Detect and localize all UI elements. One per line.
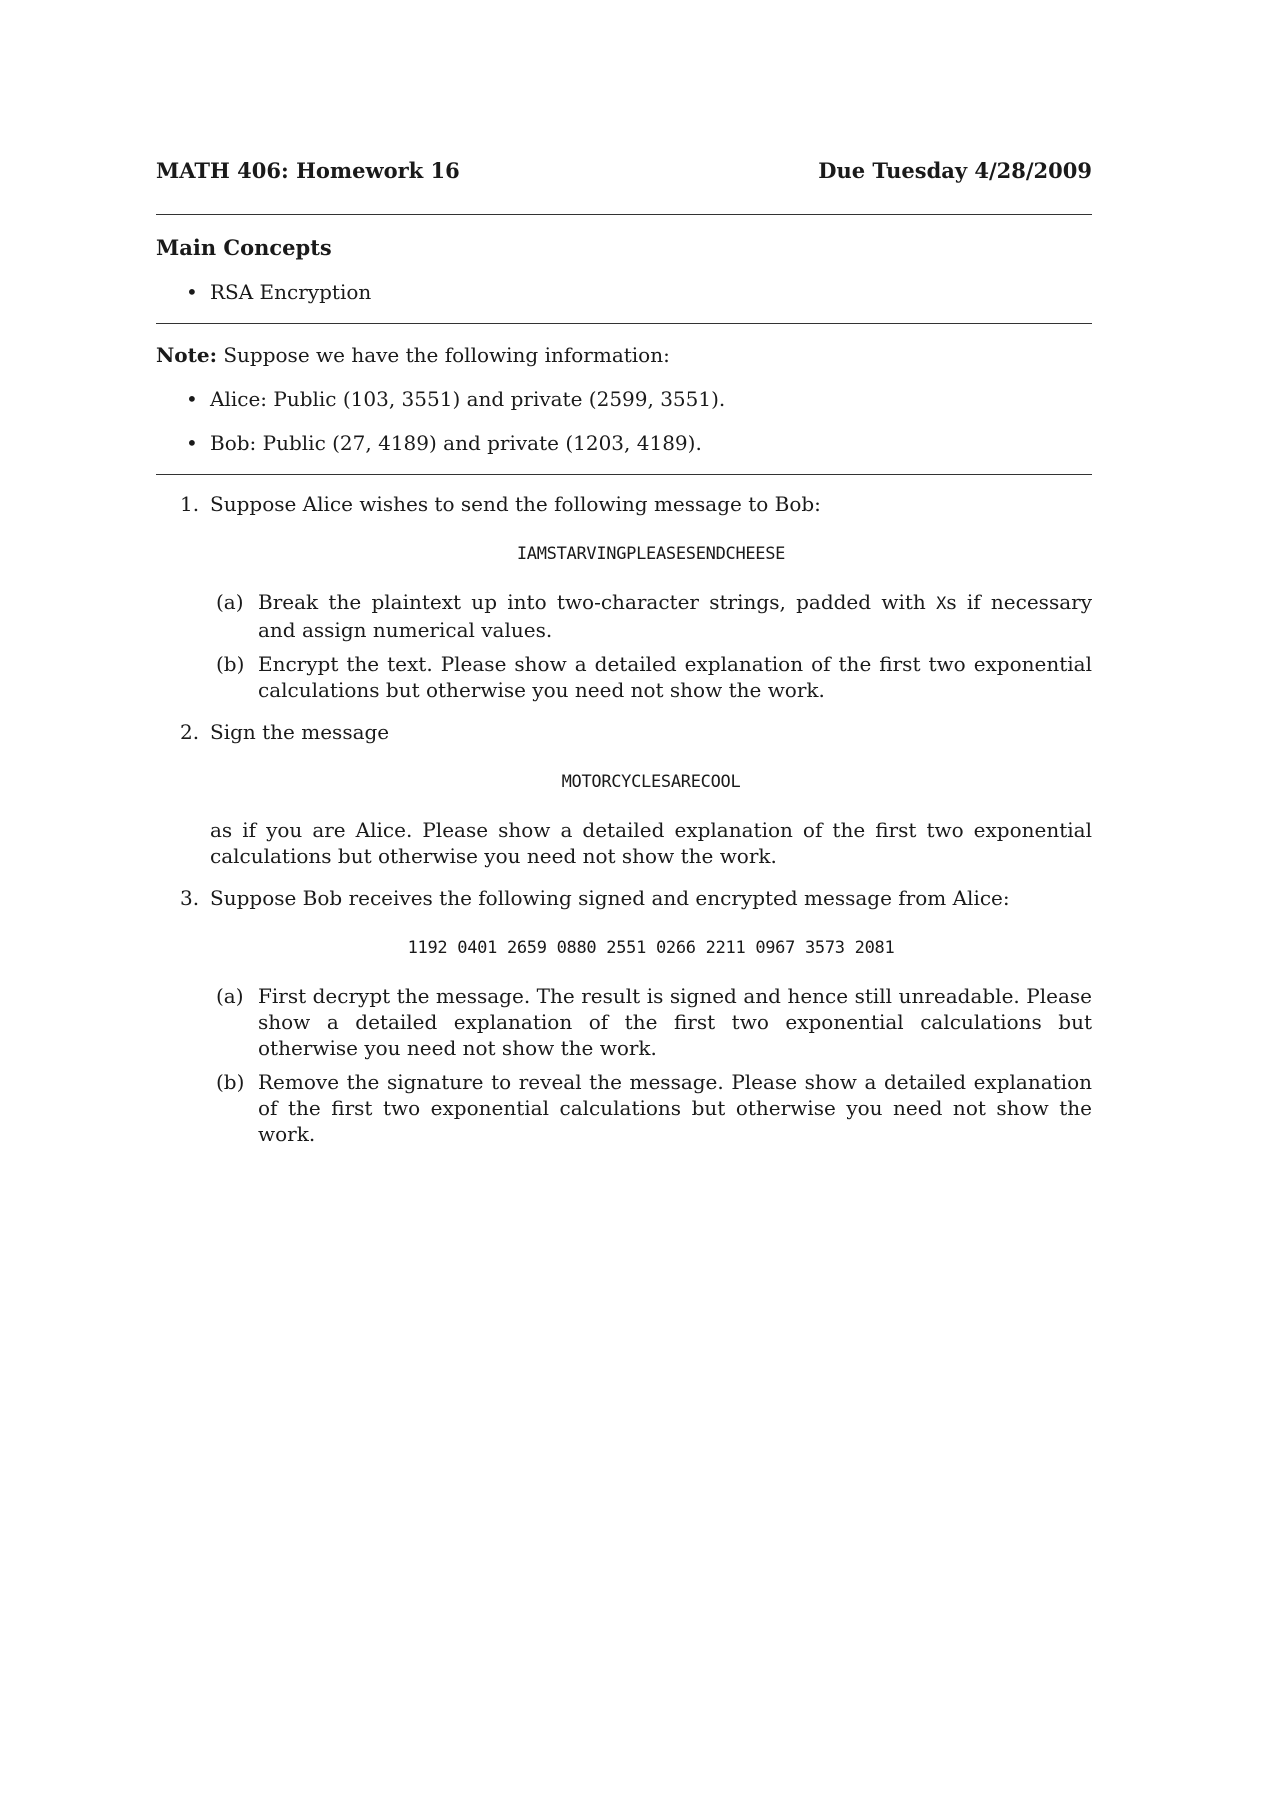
problem-1	[156, 491, 1092, 703]
subpart-label: (b)	[216, 1070, 245, 1094]
plaintext-message: IAMSTARVINGPLEASESENDCHEESE	[516, 544, 786, 564]
problem-number: 2.	[180, 720, 200, 744]
bullet-icon: •	[186, 431, 198, 455]
divider	[156, 474, 1092, 475]
subpart-list	[210, 589, 1092, 703]
key-list	[156, 386, 1092, 456]
ciphertext-message: 1192 0401 2659 0880 2551 0266 2211 0967 3573 2081	[407, 938, 895, 958]
sign-message: MOTORCYCLESARECOOL	[561, 772, 741, 792]
subpart-a: (a) First decrypt the message. The result is signed and hence still unreadable. Please show a detailed explanation of the first two exponential calculations but otherwise you need not show the work.	[216, 984, 1092, 1060]
problem-followup: as if you are Alice. Please show a detailed explanation of the first two exponential calculations but otherwise you need not show the work.	[210, 818, 1092, 868]
subpart-label: (a)	[216, 590, 244, 614]
concepts-heading: Main Concepts	[156, 235, 332, 260]
problem-list	[156, 491, 1092, 1147]
subpart-label: (a)	[216, 984, 244, 1008]
divider	[156, 214, 1092, 215]
list-item: • Bob: Public (27, 4189) and private (1203, 4189).	[186, 431, 702, 455]
page-header	[156, 158, 1092, 188]
subpart-list	[210, 983, 1092, 1147]
concepts-list	[156, 279, 1092, 305]
problem-number: 3.	[180, 886, 200, 910]
problem-number: 1.	[180, 492, 200, 516]
list-item: • Alice: Public (103, 3551) and private (2599, 3551).	[186, 387, 726, 411]
course-title: MATH 406: Homework 16	[156, 158, 460, 183]
subpart-label: (b)	[216, 652, 245, 676]
divider	[156, 323, 1092, 324]
bullet-icon: •	[186, 387, 198, 411]
note-paragraph	[156, 342, 1092, 368]
list-item: • RSA Encryption	[186, 280, 372, 304]
problem-text: Sign the message	[210, 720, 390, 744]
note-text: Suppose we have the following information:	[223, 343, 670, 367]
bullet-icon: •	[186, 280, 198, 304]
subpart-a: (a) Break the plaintext up into two-character strings, padded with Xs if necessary and assign numerical values.	[216, 590, 1092, 642]
problem-2	[156, 719, 1092, 869]
due-date: Due Tuesday 4/28/2009	[818, 158, 1092, 183]
problem-text: Suppose Bob receives the following signed and encrypted message from Alice:	[210, 886, 1010, 910]
note-label: Note:	[156, 343, 217, 367]
problem-text: Suppose Alice wishes to send the following message to Bob:	[210, 492, 821, 516]
homework-page	[156, 158, 1092, 1163]
subpart-b: (b) Encrypt the text. Please show a detailed explanation of the first two exponential calculations but otherwise you need not show the work.	[216, 652, 1092, 702]
problem-3	[156, 885, 1092, 1147]
subpart-b: (b) Remove the signature to reveal the message. Please show a detailed explanation of the first two exponential calculations but otherwise you need not show the work.	[216, 1070, 1092, 1146]
